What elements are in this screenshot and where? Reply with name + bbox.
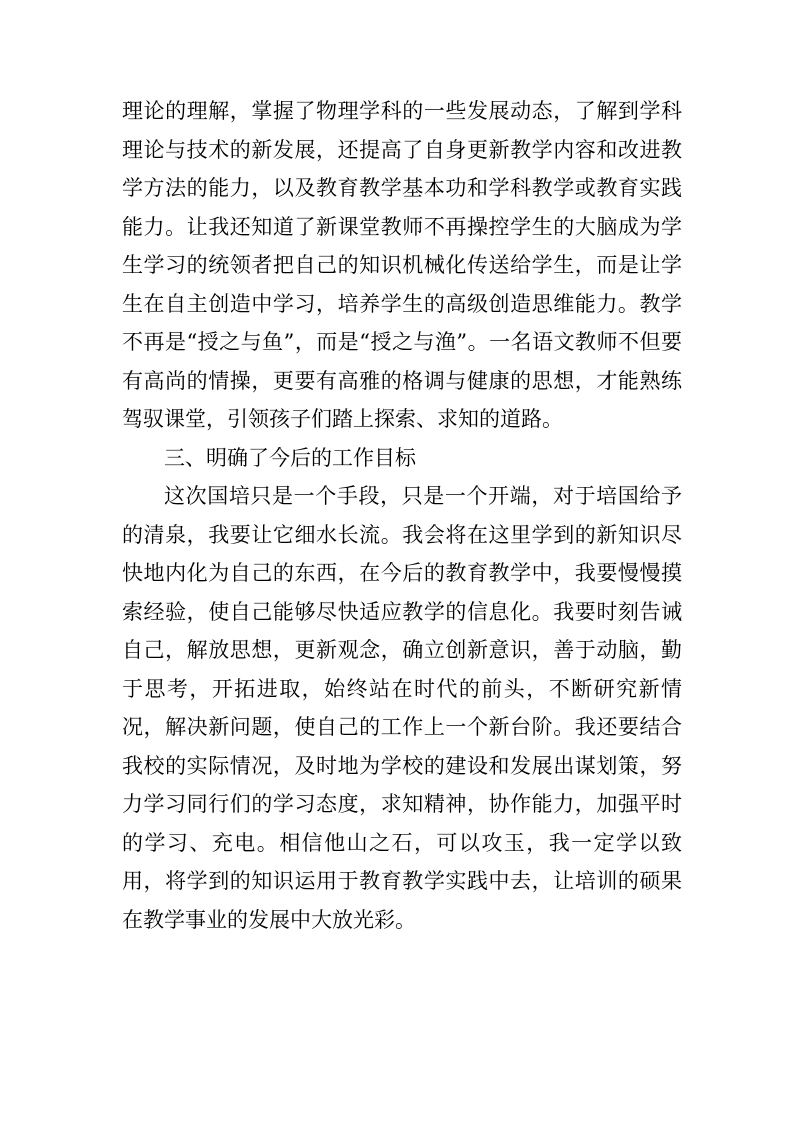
section-heading: 三、明确了今后的工作目标 [164,445,416,470]
section-paragraph: 这次国培只是一个手段，只是一个开端，对于培国给予的清泉，我要让它细水长流。我会将在这里学到的新知识尽快地内化为自己的东西，在今后的教育教学中，我要慢慢摸索经验，使自己能够尽快适应教学的信息化。我要时刻告诫自己，解放思想，更新观念，确立创新意识，善于动脑，勤于思考，开拓进取，始终站在时代的前头，不断研究新情况，解决新问题，使自己的工作上一个新台阶。我还要结合我校的实际情况，及时地为学校的建设和发展出谋划策，努力学习同行们的学习态度，求知精神，协作能力，加强平时的学习、充电。相信他山之石，可以攻玉，我一定学以致用，将学到的知识运用于教育教学实践中去，让培训的硕果在教学事业的发展中大放光彩。 [122,484,682,932]
continuation-paragraph: 理论的理解，掌握了物理学科的一些发展动态，了解到学科理论与技术的新发展，还提高了自身更新教学内容和改进教学方法的能力，以及教育教学基本功和学科教学或教育实践能力。让我还知道了新课堂教师不再操控学生的大脑成为学生学习的统领者把自己的知识机械化传送给学生，而是让学生在自主创造中学习，培养学生的高级创造思维能力。教学不再是“授之与鱼”，而是“授之与渔”。一名语文教师不但要有高尚的情操，更要有高雅的格调与健康的思想，才能熟练驾驭课堂，引领孩子们踏上探索、求知的道路。 [122,99,682,431]
document-body [122,92,682,939]
